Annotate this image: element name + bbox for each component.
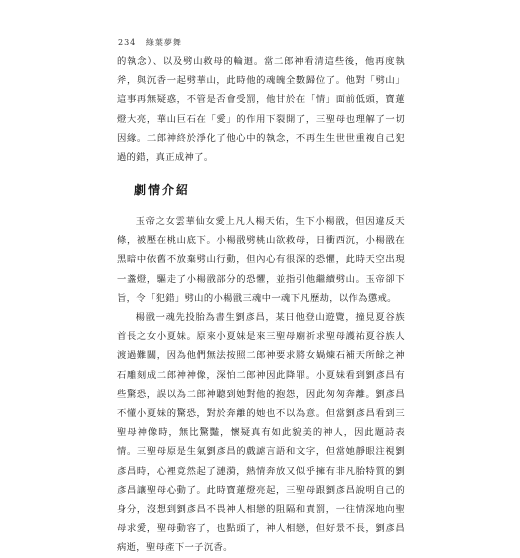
paragraph: 玉帝之女雲華仙女愛上凡人楊天佑，生下小楊戩，但因違反天條，被壓在桃山底下。小楊戩劈桃山欲救母，日衝西沉，小楊戩在黑暗中依舊不放棄劈山行動，但內心有很深的恐懼，此時天空出現一盞燈，驅走了小楊戩部分的恐懼，並指引他繼續劈山。玉帝卻下旨，令「犯錯」劈山的小楊戩三魂中一魂下凡歷劫，以作為懲戒。 [117, 216, 405, 304]
body-text-synopsis [117, 212, 405, 558]
section-heading: 劇情介紹 [134, 183, 191, 197]
paragraph: 楊戩一魂先投胎為書生劉彥昌，某日他登山遊覽，撞見夏谷族首長之女小夏妹。原來小夏妹是來三聖母廟祈求聖母護祐夏谷族人渡過難關，因為他們無法按照二郎神要求將女媧煉石補天所餘之神石雕刻成二郎神神像，深怕二郎神因此降罪。小夏妹看到劉彥昌有些驚恐，誤以為二郎神聽到她對他的抱怨，因此匆匆奔離。劉彥昌不懂小夏妹的驚恐，對於奔離的她也不以為意。但當劉彥昌看到三聖母神像時，無比驚豔，懷疑真有如此貌美的神人，因此題詩表情。三聖母原是生氣劉彥昌的戲謔言語和文字，但當她靜眼注視劉彥昌時，心裡竟然起了漣漪，熱情奔放又似乎擁有非凡胎特質的劉彥昌讓聖母心動了。此時寶蓮燈亮起，三聖母跟劉彥昌說明自己的身分，沒想到劉彥昌不畏神人相戀的阻隔和責罰，一往情深地向聖母求愛，聖母動容了，也點頭了，神人相戀，但好景不長，劉彥昌病逝，聖母產下一子沉香。 [117, 312, 405, 554]
body-text-top [117, 52, 405, 167]
paragraph-continued: 的執念）、以及劈山救母的輪迴。當二郎神看清這些後，他再度執斧，與沉香一起劈華山，此時他的魂魄全數歸位了。他對「劈山」這事再無疑惑，不管是否會受罰，他甘於在「情」面前低頭，寶蓮燈大亮，華山巨石在「愛」的作用下裂開了，三聖母也理解了一切因緣。二郎神終於淨化了他心中的執念，不再生生世世重複自己犯過的錯，真正成神了。 [117, 56, 405, 164]
running-title: 綠葉夢舞 [145, 38, 182, 47]
page-number: 234 [118, 38, 137, 47]
running-header [118, 37, 182, 48]
